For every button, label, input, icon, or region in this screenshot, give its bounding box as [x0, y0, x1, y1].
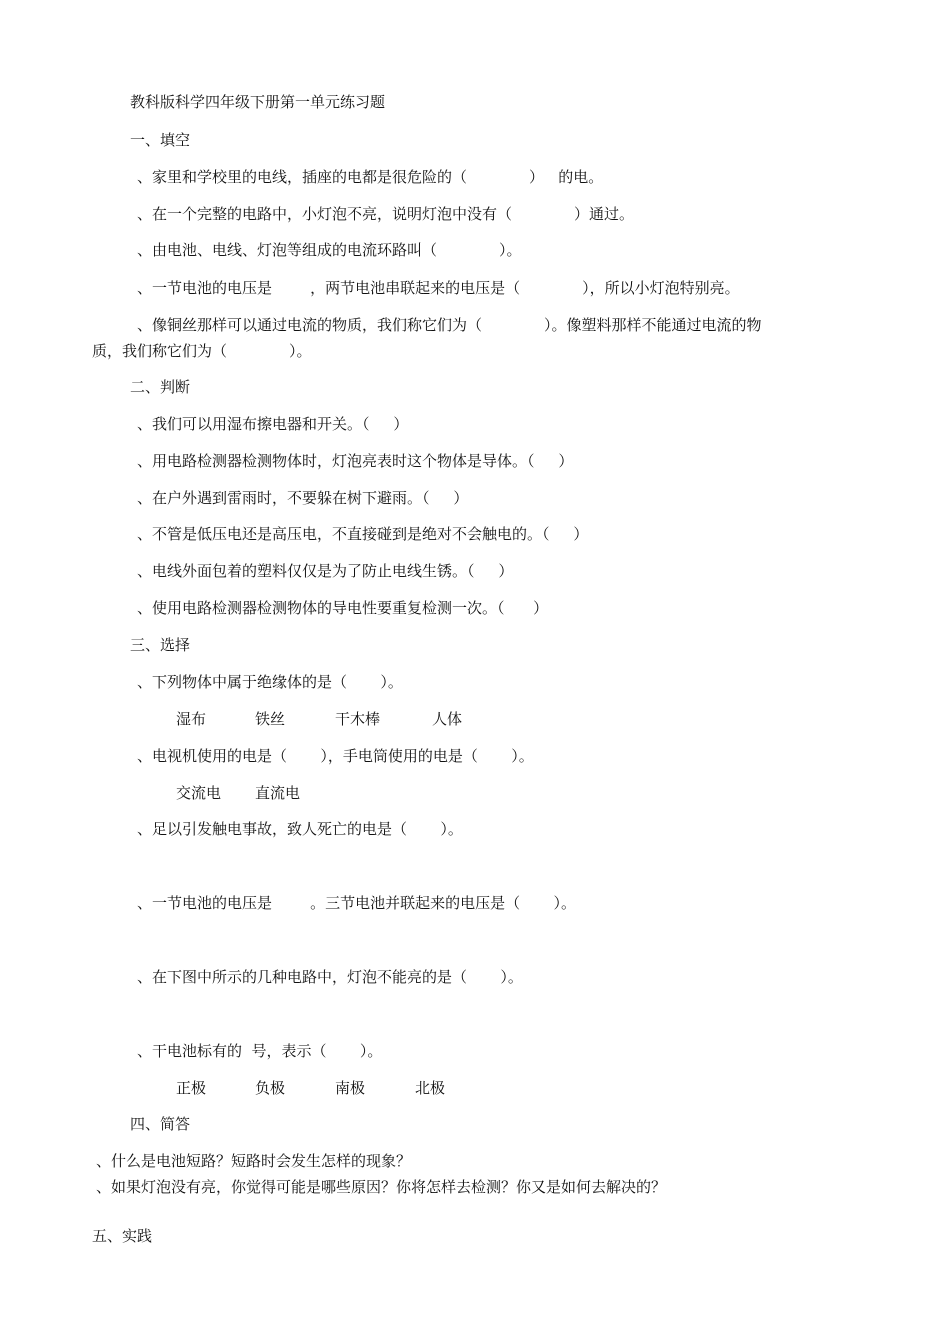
choice-2-option-1: 交流电 [176, 784, 222, 802]
fill-question-5-line-1: 、像铜丝那样可以通过电流的物质，我们称它们为（ ）。像塑料那样不能通过电流的物 [137, 316, 762, 334]
section-heading-choice: 三、选择 [130, 636, 191, 654]
judge-question-2: 、用电路检测器检测物体时，灯泡亮表时这个物体是导体。（ ） [137, 452, 574, 470]
section-heading-practice: 五、实践 [92, 1227, 153, 1245]
fill-question-5-line-2: 质，我们称它们为（ ）。 [92, 342, 312, 360]
judge-question-5: 、电线外面包着的塑料仅仅是为了防止电线生锈。（ ） [137, 562, 514, 580]
choice-question-5: 、在下图中所示的几种电路中，灯泡不能亮的是（ ）。 [137, 968, 523, 986]
choice-question-1: 、下列物体中属于绝缘体的是（ ）。 [137, 673, 403, 691]
choice-6-option-1: 正极 [176, 1079, 207, 1097]
judge-question-3: 、在户外遇到雷雨时，不要躲在树下避雨。（ ） [137, 489, 469, 507]
judge-question-1: 、我们可以用湿布擦电器和开关。（ ） [137, 415, 409, 433]
choice-1-option-3: 干木棒 [335, 710, 381, 728]
choice-6-option-4: 北极 [415, 1079, 446, 1097]
choice-question-4: 、一节电池的电压是 。三节电池并联起来的电压是（ ）。 [137, 894, 577, 912]
choice-2-option-2: 直流电 [255, 784, 301, 802]
judge-question-6: 、使用电路检测器检测物体的导电性要重复检测一次。（ ） [137, 599, 549, 617]
choice-1-option-1: 湿布 [176, 710, 207, 728]
fill-question-4: 、一节电池的电压是 ，两节电池串联起来的电压是（ ），所以小灯泡特别亮。 [137, 279, 740, 297]
section-heading-short-answer: 四、简答 [130, 1115, 191, 1133]
fill-question-1: 、家里和学校里的电线，插座的电都是很危险的（ ） 的电。 [137, 168, 604, 186]
fill-question-3: 、由电池、电线、灯泡等组成的电流环路叫（ ）。 [137, 241, 522, 259]
page-title: 教科版科学四年级下册第一单元练习题 [130, 93, 386, 111]
choice-6-option-2: 负极 [255, 1079, 286, 1097]
short-answer-question-1: 、什么是电池短路？短路时会发生怎样的现象？ [96, 1152, 412, 1170]
choice-question-3: 、足以引发触电事故，致人死亡的电是（ ）。 [137, 820, 463, 838]
choice-question-6: 、干电池标有的 号，表示（ ）。 [137, 1042, 383, 1060]
choice-question-2: 、电视机使用的电是（ ），手电筒使用的电是（ ）。 [137, 747, 534, 765]
section-heading-fill-blank: 一、填空 [130, 131, 191, 149]
choice-1-option-4: 人体 [432, 710, 463, 728]
section-heading-true-false: 二、判断 [130, 378, 191, 396]
choice-1-option-2: 铁丝 [255, 710, 286, 728]
short-answer-question-2: 、如果灯泡没有亮，你觉得可能是哪些原因？你将怎样去检测？你又是如何去解决的？ [96, 1178, 667, 1196]
choice-6-option-3: 南极 [335, 1079, 366, 1097]
fill-question-2: 、在一个完整的电路中，小灯泡不亮，说明灯泡中没有（ ）通过。 [137, 205, 634, 223]
judge-question-4: 、不管是低压电还是高压电，不直接碰到是绝对不会触电的。（ ） [137, 525, 589, 543]
